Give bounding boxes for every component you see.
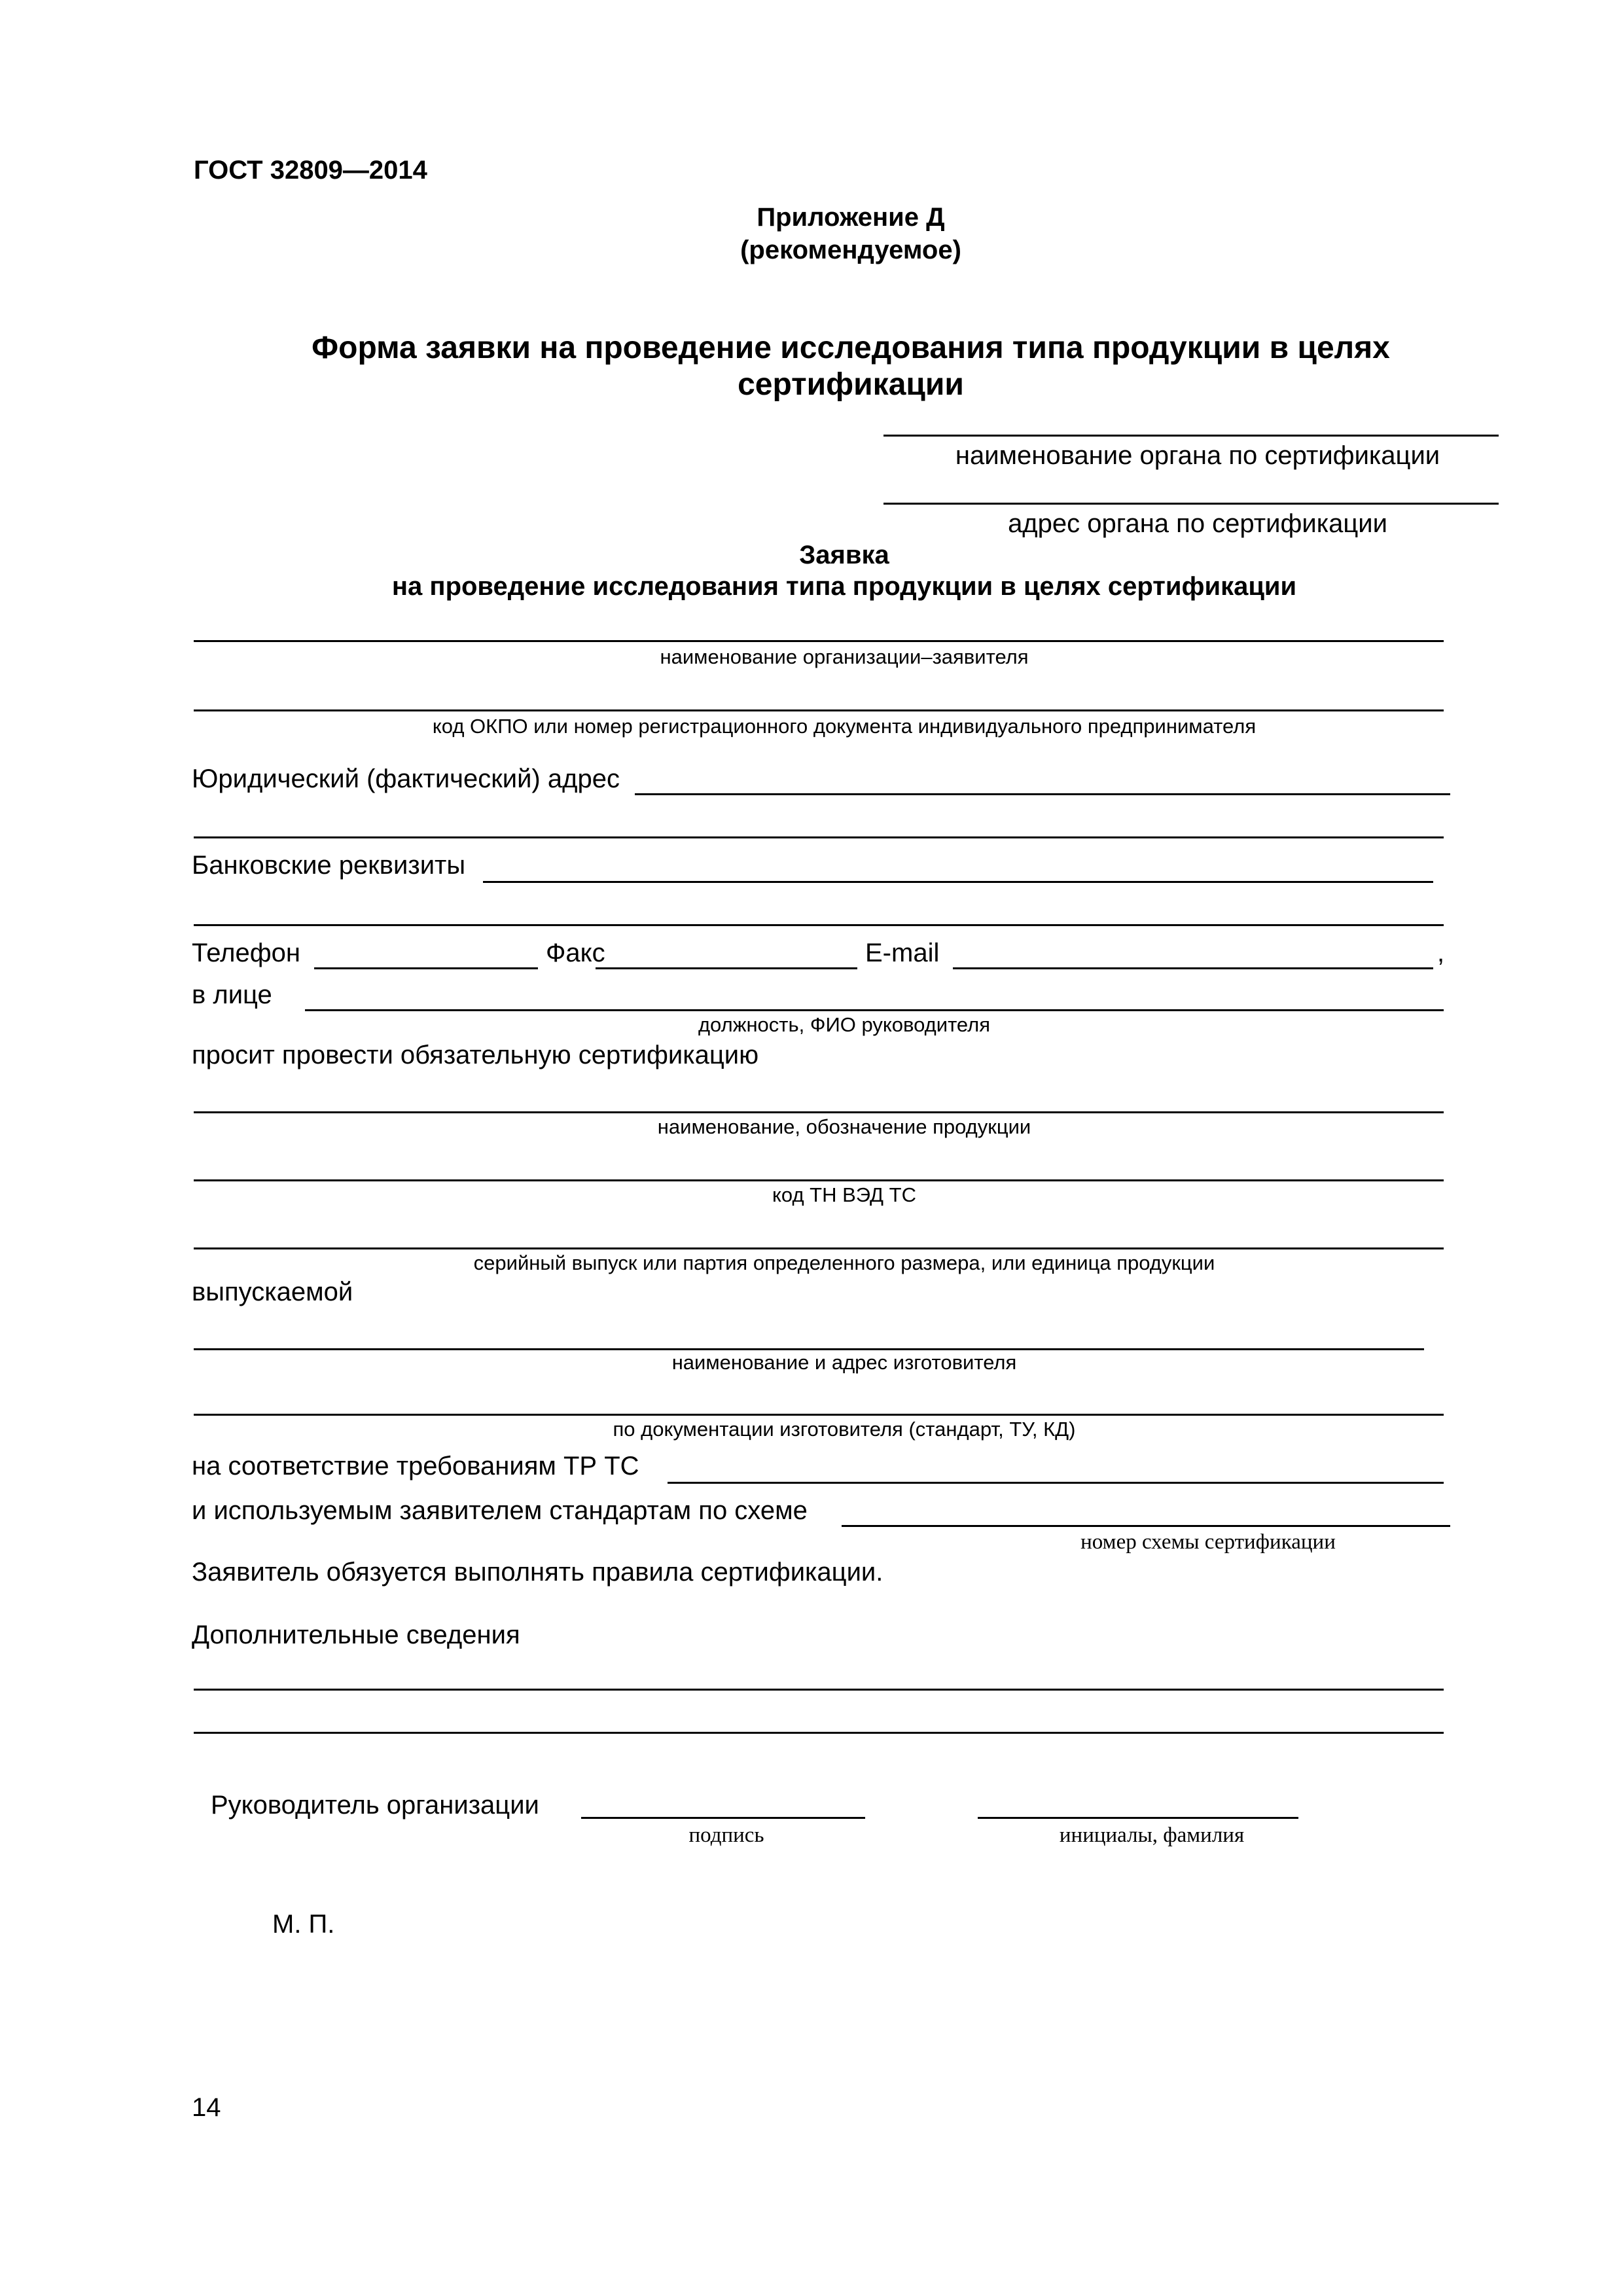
signature-caption: подпись bbox=[688, 1823, 764, 1847]
manufacturer-line[interactable] bbox=[194, 1348, 1424, 1350]
bank-line-2[interactable] bbox=[194, 924, 1444, 926]
batch-caption: серийный выпуск или партия определенного размера, или единица продукции bbox=[473, 1251, 1215, 1274]
represented-by-line[interactable] bbox=[305, 1009, 1444, 1011]
represented-by-label: в лице bbox=[192, 980, 272, 1009]
email-label: E-mail bbox=[865, 939, 940, 967]
batch-line[interactable] bbox=[194, 1247, 1444, 1249]
signature-line[interactable] bbox=[581, 1817, 865, 1819]
phone-label: Телефон bbox=[192, 939, 300, 967]
scheme-label: и используемым заявителем стандартам по схеме bbox=[192, 1496, 808, 1525]
cert-body-line[interactable] bbox=[883, 435, 1499, 437]
tr-ts-label: на соответствие требованиям ТР ТС bbox=[192, 1452, 639, 1480]
cert-body-address-caption: адрес органа по сертификации bbox=[1008, 509, 1387, 538]
manufacturer-caption: наименование и адрес изготовителя bbox=[671, 1351, 1017, 1374]
bank-label: Банковские реквизиты bbox=[192, 851, 466, 880]
phone-line[interactable] bbox=[314, 967, 538, 969]
tn-ved-line[interactable] bbox=[194, 1179, 1444, 1181]
email-line[interactable] bbox=[953, 967, 1433, 969]
request-text: просит провести обязательную сертификацию bbox=[192, 1041, 759, 1069]
application-heading: Заявка bbox=[799, 541, 889, 569]
additional-line-2[interactable] bbox=[194, 1732, 1444, 1734]
head-signature-label: Руководитель организации bbox=[211, 1791, 539, 1820]
legal-address-label: Юридический (фактический) адрес bbox=[192, 764, 620, 793]
name-line[interactable] bbox=[978, 1817, 1298, 1819]
cert-body-caption: наименование органа по сертификации bbox=[955, 441, 1440, 470]
appendix-note: (рекомендуемое) bbox=[740, 236, 961, 264]
fax-label: Факс bbox=[546, 939, 605, 967]
org-name-line[interactable] bbox=[194, 640, 1444, 642]
legal-address-line[interactable] bbox=[635, 793, 1450, 795]
product-line[interactable] bbox=[194, 1111, 1444, 1113]
fax-line[interactable] bbox=[596, 967, 857, 969]
standard-code: ГОСТ 32809—2014 bbox=[194, 156, 427, 185]
produced-label: выпускаемой bbox=[192, 1278, 353, 1306]
page-number: 14 bbox=[192, 2093, 221, 2122]
appendix-title: Приложение Д bbox=[757, 203, 945, 232]
tr-ts-line[interactable] bbox=[668, 1482, 1444, 1484]
product-caption: наименование, обозначение продукции bbox=[657, 1115, 1031, 1138]
additional-label: Дополнительные сведения bbox=[192, 1621, 520, 1649]
scheme-caption: номер схемы сертификации bbox=[1080, 1530, 1336, 1554]
tn-ved-caption: код ТН ВЭД ТС bbox=[772, 1183, 916, 1206]
obligation-text: Заявитель обязуется выполнять правила сертификации. bbox=[192, 1558, 883, 1587]
name-caption: инициалы, фамилия bbox=[1059, 1823, 1245, 1847]
legal-address-line-2[interactable] bbox=[194, 836, 1444, 838]
additional-line-1[interactable] bbox=[194, 1689, 1444, 1691]
form-title-line2: сертификации bbox=[738, 367, 964, 402]
scheme-line[interactable] bbox=[842, 1525, 1450, 1527]
stamp-label: М. П. bbox=[272, 1910, 335, 1939]
documentation-line[interactable] bbox=[194, 1414, 1444, 1416]
okpo-caption: код ОКПО или номер регистрационного документа индивидуального предпринимателя bbox=[432, 715, 1257, 738]
application-subheading: на проведение исследования типа продукции в целях сертификации bbox=[391, 572, 1297, 601]
org-name-caption: наименование организации–заявителя bbox=[660, 645, 1029, 668]
form-title: Форма заявки на проведение исследования типа продукции в целях bbox=[312, 331, 1390, 365]
okpo-line[interactable] bbox=[194, 709, 1444, 711]
email-comma: , bbox=[1437, 939, 1445, 967]
bank-line[interactable] bbox=[483, 881, 1433, 883]
cert-body-address-line[interactable] bbox=[883, 503, 1499, 505]
head-caption: должность, ФИО руководителя bbox=[698, 1013, 991, 1036]
documentation-caption: по документации изготовителя (стандарт, ТУ, КД) bbox=[613, 1418, 1076, 1441]
